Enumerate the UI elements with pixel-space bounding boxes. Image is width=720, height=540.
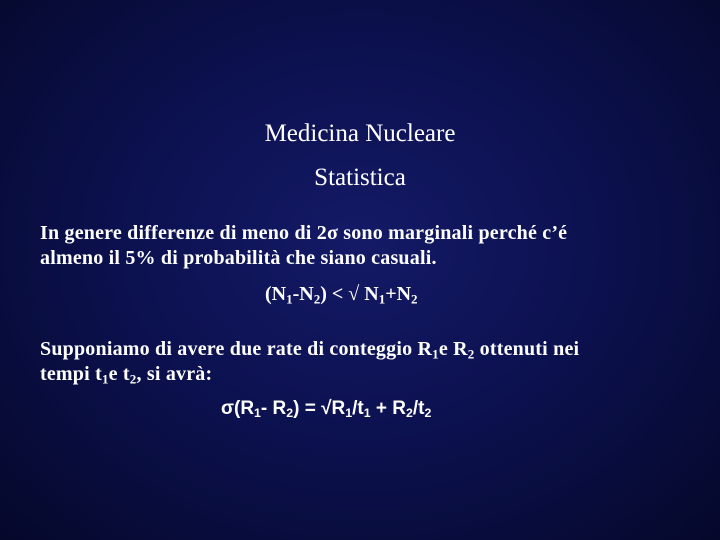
- p2-sub2: 2: [467, 346, 475, 362]
- f2-sub3: 1: [345, 406, 353, 421]
- f2-d: /t: [352, 398, 364, 419]
- formula-difference: [265, 282, 418, 307]
- f1-plus: +N: [385, 283, 412, 305]
- paragraph-significance: [40, 221, 700, 271]
- f1-sub2: 2: [313, 291, 321, 307]
- p2-d: tempi t: [40, 363, 102, 385]
- f2-c: ) = √R: [293, 398, 346, 419]
- paragraph1-line1: In genere differenze di meno di 2σ sono marginali perché c’é: [40, 222, 568, 244]
- f2-e: + R: [370, 398, 406, 419]
- p2-e: e t: [108, 363, 130, 385]
- p2-sub3: 1: [101, 371, 109, 387]
- p2-c: ottenuti nei: [474, 338, 580, 360]
- f1-lt: ) < √ N: [320, 283, 379, 305]
- p2-sub1: 1: [432, 346, 439, 362]
- f1-sub1: 1: [286, 291, 293, 307]
- f2-f: /t: [412, 398, 425, 419]
- paragraph-rates: [40, 337, 700, 387]
- paragraph2-line2: [40, 362, 700, 387]
- f2-sub5: 2: [406, 406, 413, 421]
- f2-sub1: 1: [254, 406, 261, 421]
- paragraph2-line1: [40, 337, 700, 362]
- f2-sub4: 1: [363, 406, 371, 421]
- p2-f: , si avrà:: [136, 363, 213, 385]
- f1-mid: -N: [292, 283, 314, 305]
- f1-sub4: 2: [411, 291, 418, 307]
- slide-title: Medicina Nucleare: [264, 120, 456, 147]
- slide-subtitle: Statistica: [314, 164, 406, 191]
- f2-sub2: 2: [286, 406, 294, 421]
- f2-sub6: 2: [424, 406, 432, 421]
- f1-sub3: 1: [378, 291, 386, 307]
- p2-b: e R: [438, 338, 468, 360]
- f2-a: σ(R: [221, 398, 255, 419]
- f2-b: - R: [260, 398, 287, 419]
- p2-sub4: 2: [129, 371, 137, 387]
- paragraph1-line2: almeno il 5% di probabilità che siano casuali.: [40, 247, 437, 269]
- p2-a: Supponiamo di avere due rate di conteggio R: [40, 338, 433, 360]
- formula-sigma: [221, 396, 431, 421]
- f1-open: (N: [265, 283, 287, 305]
